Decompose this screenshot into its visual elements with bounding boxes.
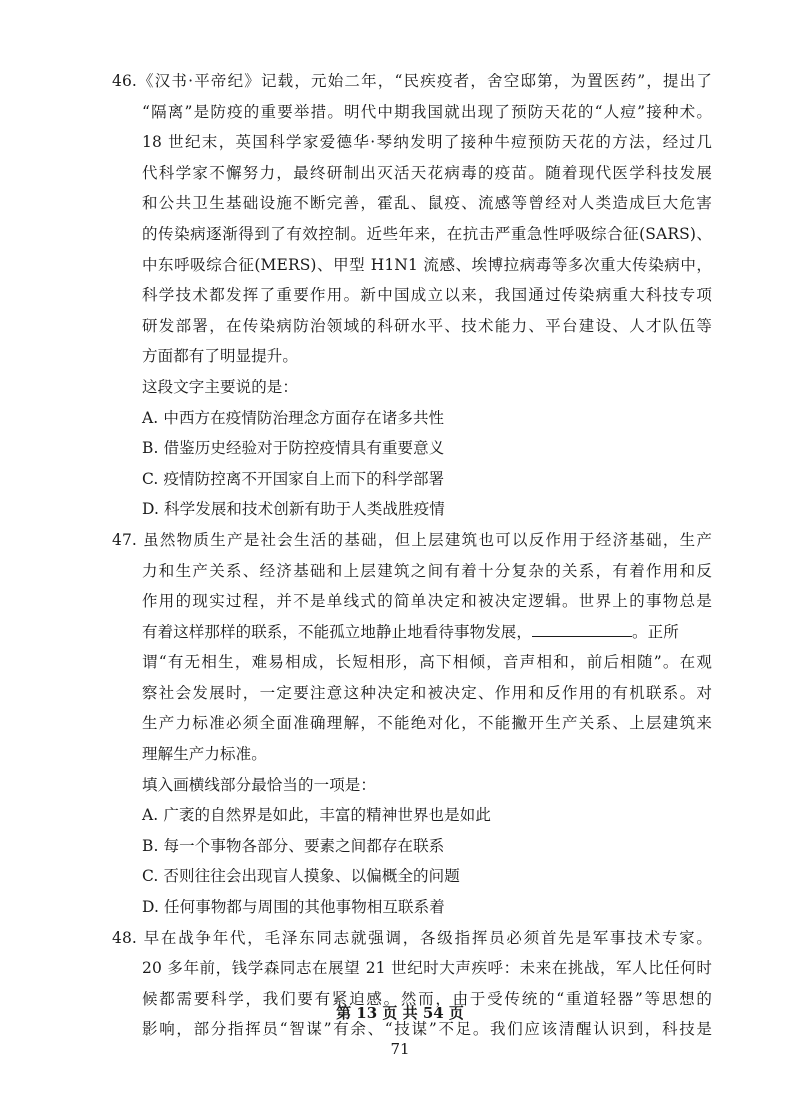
question-text-line: 谓“有无相生，难易相成，长短相形，高下相倾，音声相和，前后相随”。在观 — [142, 653, 712, 672]
question-text-line: 中东呼吸综合征(MERS)、甲型 H1N1 流感、埃博拉病毒等多次重大传染病中， — [142, 255, 712, 274]
option-a: A. 广袤的自然界是如此，丰富的精神世界也是如此 — [142, 806, 491, 825]
option-c: C. 疫情防控离不开国家自上而下的科学部署 — [142, 469, 445, 488]
question-text-line: 方面都有了明显提升。 — [142, 347, 299, 366]
question-48 — [112, 923, 712, 1045]
page-info: 第 13 页 共 54 页 — [336, 1004, 464, 1022]
question-text-line: “隔离”是防疫的重要举措。明代中期我国就出现了预防天花的“人痘”接种术。 — [142, 102, 712, 121]
question-text-line: 48. 早在战争年代，毛泽东同志就强调，各级指挥员必须首先是军事技术专家。 — [112, 928, 712, 947]
question-text-line: 影响，部分指挥员“智谋”有余、“技谋”不足。我们应该清醒认识到，科技是 — [142, 1020, 712, 1039]
question-text-line: 生产力标准必须全面准确理解，不能绝对化，不能撇开生产关系、上层建筑来 — [142, 714, 712, 733]
option-d: D. 科学发展和技术创新有助于人类战胜疫情 — [142, 500, 445, 519]
document-body — [112, 66, 712, 1045]
fill-in-blank — [532, 618, 632, 637]
option-d: D. 任何事物都与周围的其他事物相互联系着 — [142, 898, 445, 917]
option-b: B. 借鉴历史经验对于防控疫情具有重要意义 — [142, 439, 445, 458]
question-47 — [112, 525, 712, 923]
option-a: A. 中西方在疫情防治理念方面存在诸多共性 — [142, 408, 445, 427]
question-text-line: 察社会发展时，一定要注意这种决定和被决定、作用和反作用的有机联系。对 — [142, 683, 712, 702]
question-text-line: 候都需要科学，我们要有紧迫感。然而，由于受传统的“重道轻器”等思想的 — [142, 989, 712, 1008]
question-text-line: 研发部署，在传染病防治领域的科研水平、技术能力、平台建设、人才队伍等 — [142, 316, 712, 335]
option-c: C. 否则往往会出现盲人摸象、以偏概全的问题 — [142, 867, 460, 886]
option-b: B. 每一个事物各部分、要素之间都存在联系 — [142, 836, 445, 855]
question-text-line: 作用的现实过程，并不是单线式的简单决定和被决定逻辑。世界上的事物总是 — [142, 592, 712, 611]
question-text-segment: 。正所 — [632, 622, 679, 641]
question-text-line: 代科学家不懈努力，最终研制出灭活天花病毒的疫苗。随着现代医学科技发展 — [142, 163, 712, 182]
question-text-line: 理解生产力标准。 — [142, 745, 267, 764]
question-text-line: 科学技术都发挥了重要作用。新中国成立以来，我国通过传染病重大科技专项 — [142, 286, 712, 305]
question-prompt: 填入画横线部分最恰当的一项是： — [142, 775, 377, 794]
question-text-line: 力和生产关系、经济基础和上层建筑之间有着十分复杂的关系，有着作用和反 — [142, 561, 712, 580]
question-text-segment: 有着这样那样的联系，不能孤立地静止地看待事物发展， — [142, 622, 533, 641]
question-text-line-with-blank — [112, 617, 712, 648]
question-text-line: 46.《汉书·平帝纪》记载，元始二年，“民疾疫者，舍空邸第，为置医药”，提出了 — [112, 72, 712, 90]
page-number: 71 — [390, 1040, 410, 1058]
question-prompt: 这段文字主要说的是： — [142, 377, 299, 396]
question-text-line: 47. 虽然物质生产是社会生活的基础，但上层建筑也可以反作用于经济基础，生产 — [112, 530, 712, 549]
question-text-line: 20 多年前，钱学森同志在展望 21 世纪时大声疾呼：未来在挑战，军人比任何时 — [142, 959, 712, 978]
question-text-line: 的传染病逐渐得到了有效控制。近些年来，在抗击严重急性呼吸综合征(SARS)、 — [142, 224, 712, 243]
question-text-line: 和公共卫生基础设施不断完善，霍乱、鼠疫、流感等曾经对人类造成巨大危害 — [142, 194, 712, 213]
question-text-line: 18 世纪末，英国科学家爱德华·琴纳发明了接种牛痘预防天花的方法，经过几 — [142, 133, 712, 152]
question-46 — [112, 66, 712, 525]
